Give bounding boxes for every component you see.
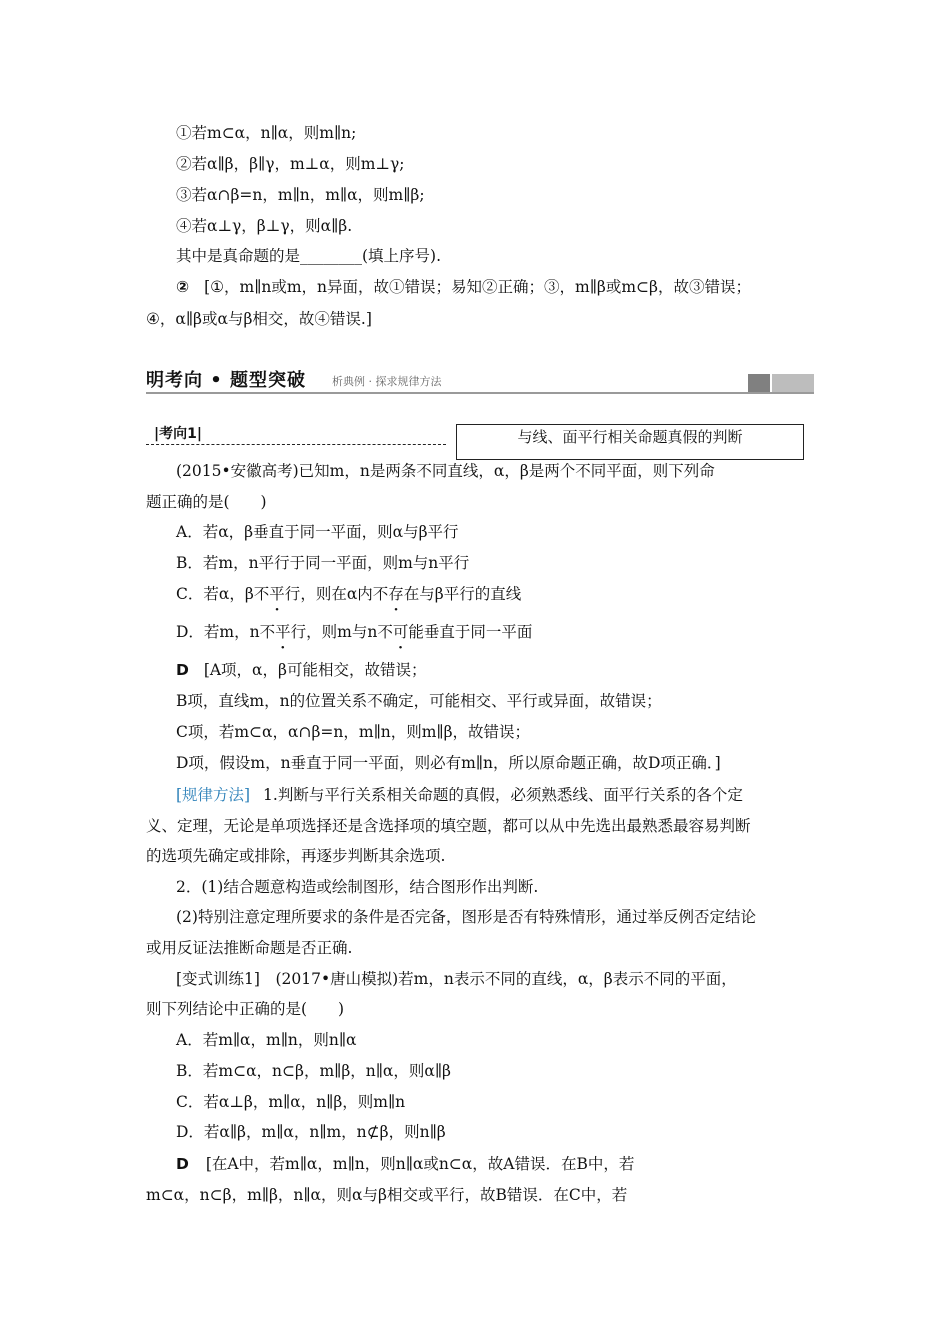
answer-d: D项，假设m，n垂直于同一平面，则必有m∥n，所以原命题正确，故D项正确．] — [176, 754, 721, 772]
answer-b: B项，直线m，n的位置关系不确定，可能相交、平行或异面，故错误； — [176, 692, 662, 710]
method-tag: [规律方法] — [176, 786, 251, 804]
answer-line — [176, 276, 844, 298]
answer-continuation: ④，α∥β或α与β相交，故④错误.] — [146, 310, 372, 328]
emphasis-text: 不平行 — [259, 623, 307, 641]
section-subtitle: 析典例 · 探求规律方法 — [332, 375, 442, 388]
emphasis-text: 不平行 — [253, 585, 301, 603]
proposition-2: ②若α∥β，β∥γ，m⊥α，则m⊥γ; — [176, 155, 405, 173]
question-line: 其中是真命题的是________(填上序号). — [176, 247, 442, 265]
method-line4: 2．(1)结合题意构造或绘制图形，结合图形作出判断. — [176, 878, 539, 896]
method-line1: [规律方法] 1.判断与平行关系相关命题的真假，必须熟悉线、面平行关系的各个定 — [176, 786, 743, 804]
banner-rule — [146, 392, 814, 394]
training-option-d: D．若α∥β，m∥α，n∥m，n⊄β，则n∥β — [176, 1123, 446, 1141]
answer-key: D — [176, 1155, 189, 1173]
training-option-c: C．若α⊥β，m∥α，n∥β，则m∥n — [176, 1093, 406, 1111]
training-stem1: [变式训练1] (2017•唐山模拟)若m，n表示不同的直线，α，β表示不同的平面， — [176, 970, 737, 988]
topic-label: |考向1| — [154, 426, 202, 442]
proposition-1: ①若m⊂α，n∥α，则m∥n; — [176, 124, 357, 142]
method-line3: 的选项先确定或排除，再逐步判断其余选项. — [146, 847, 446, 865]
proposition-4: ④若α⊥γ，β⊥γ，则α∥β. — [176, 217, 353, 235]
training-answer2: m⊂α，n⊂β，m∥β，n∥α，则α与β相交或平行，故B错误．在C中，若 — [146, 1186, 628, 1204]
answer-key: ② — [176, 278, 190, 296]
proposition-3: ③若α∩β=n，m∥n，m∥α，则m∥β; — [176, 186, 425, 204]
option-b: B．若m，n平行于同一平面，则m与n平行 — [176, 554, 470, 572]
training-option-a: A．若m∥α，m∥n，则n∥α — [176, 1031, 357, 1049]
topic-header — [146, 424, 804, 460]
topic-dash-rule — [146, 444, 446, 445]
option-c: C．若α，β不平行，则在α内不存在与β平行的直线 — [176, 585, 522, 603]
method-line6: 或用反证法推断命题是否正确. — [146, 939, 353, 957]
emphasis-text: 不可能 — [377, 623, 424, 641]
problem-answer: D [A项，α，β可能相交，故错误； — [176, 661, 427, 679]
option-d: D．若m，n不平行，则m与n不可能垂直于同一平面 — [176, 623, 533, 641]
training-answer1: D [在A中，若m∥α，m∥n，则n∥α或n⊂α，故A错误．在B中，若 — [176, 1155, 635, 1173]
problem-stem-line1: (2015•安徽高考)已知m，n是两条不同直线，α，β是两个不同平面，则下列命 — [176, 462, 715, 480]
answer-c: C项，若m⊂α，α∩β=n，m∥n，则m∥β，故错误； — [176, 723, 531, 741]
section-title: 明考向 • 题型突破 — [146, 370, 307, 391]
banner-block-light — [772, 374, 814, 392]
training-stem2: 则下列结论中正确的是( ) — [146, 1000, 345, 1018]
banner-block-dark — [748, 374, 770, 392]
method-line5: (2)特别注意定理所要求的条件是否完备，图形是否有特殊情形，通过举反例否定结论 — [176, 908, 756, 926]
answer-key: D — [176, 661, 189, 679]
topic-title: 与线、面平行相关命题真假的判断 — [456, 424, 804, 460]
option-a: A．若α，β垂直于同一平面，则α与β平行 — [176, 523, 459, 541]
emphasis-text: 不存在 — [372, 585, 420, 603]
training-option-b: B．若m⊂α，n⊂β，m∥β，n∥α，则α∥β — [176, 1062, 451, 1080]
method-line2: 义、定理，无论是单项选择还是含选择项的填空题，都可以从中先选出最熟悉最容易判断 — [146, 817, 751, 835]
answer-text: [①，m∥n或m，n异面，故①错误；易知②正确；③，m∥β或m⊂β，故③错误； — [204, 278, 751, 296]
section-banner — [146, 368, 814, 396]
problem-stem-line2: 题正确的是( ) — [146, 493, 267, 511]
